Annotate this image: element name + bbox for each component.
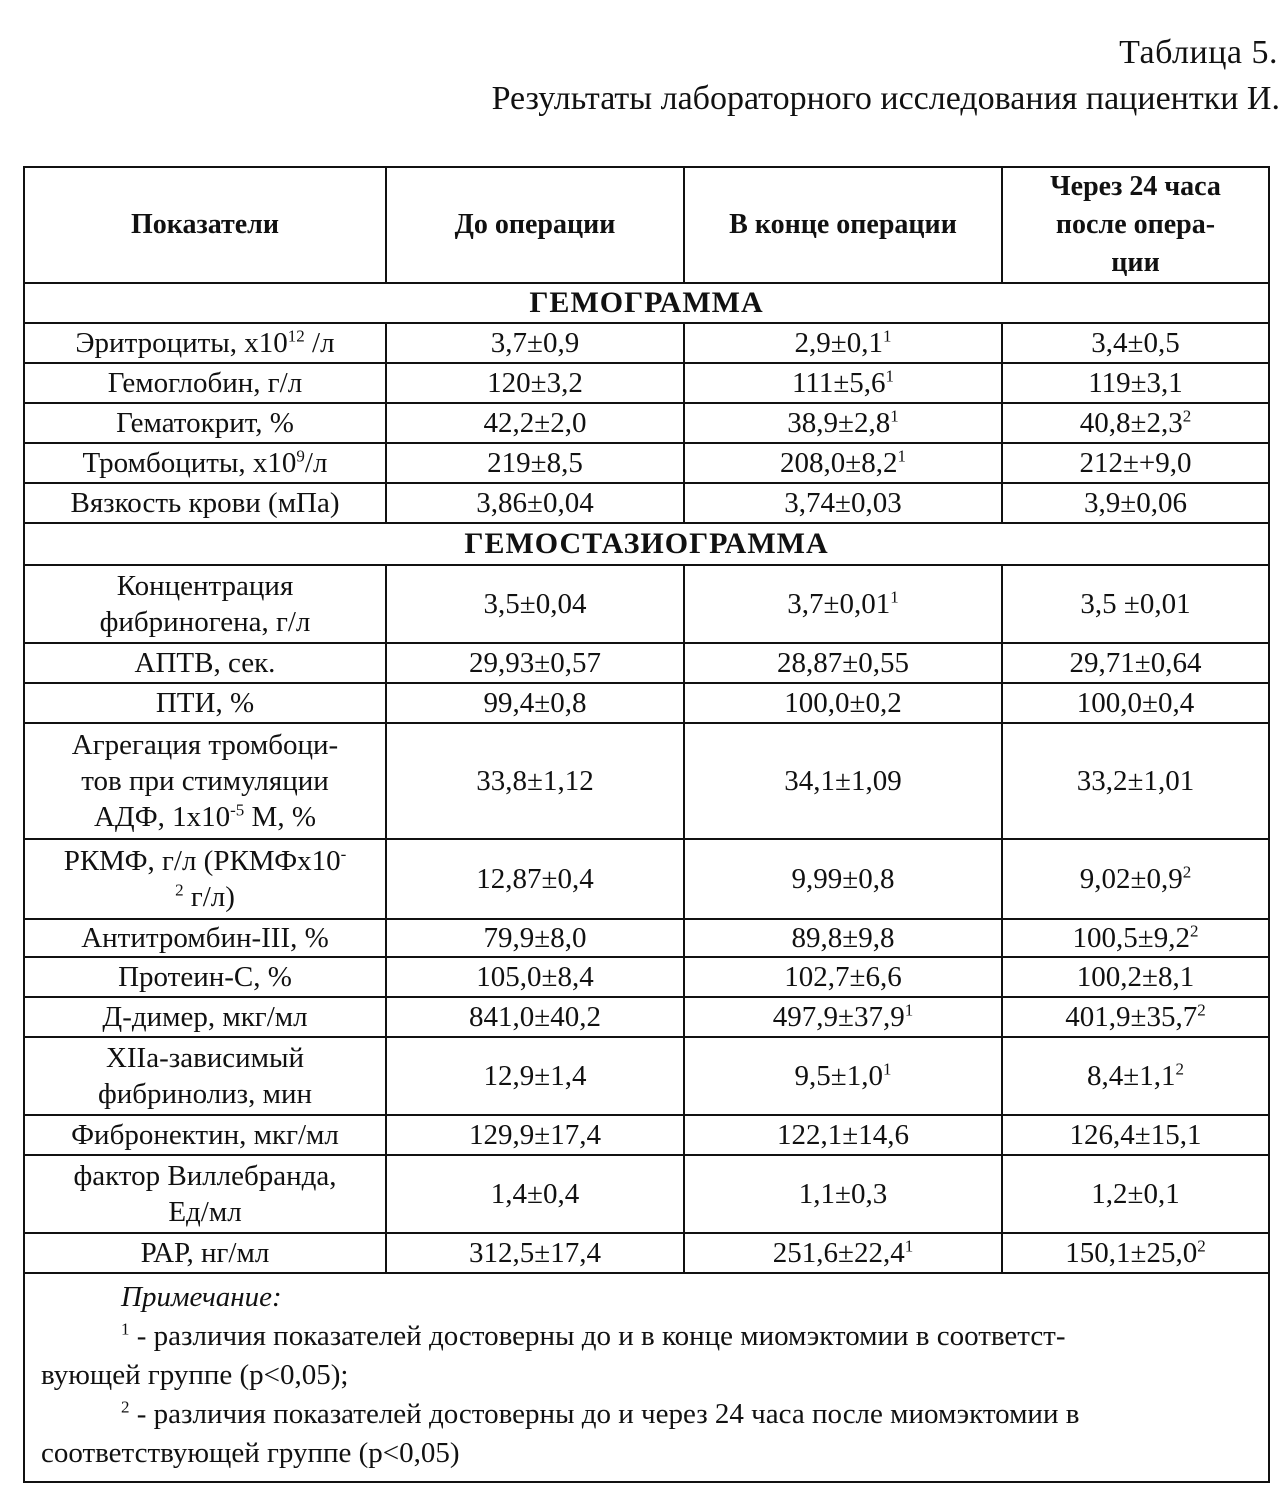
value-end: $2,9\pm 0,1^1$ (684, 323, 1002, 363)
value-before: 42,2±2,0 (386, 403, 684, 443)
note-title: Примечание: (121, 1281, 282, 1313)
value-24h: $40,8\pm 2,3^2$ (1002, 403, 1269, 443)
table-row (24, 1037, 1269, 1115)
section-hemostasiogram: ГЕМОСТАЗИОГРАММА (24, 523, 1269, 565)
row-label: Протеин-С, % (24, 957, 386, 997)
note-1-continued: вующей группе (р<0,05); (41, 1359, 349, 1391)
table-row (24, 1155, 1269, 1233)
row-label: Вязкость крови (мПа) (24, 483, 386, 523)
value-24h: 126,4±15,1 (1002, 1115, 1269, 1155)
table-row (24, 483, 1269, 523)
row-label: Гемоглобин, г/л (24, 363, 386, 403)
value-before: 129,9±17,4 (386, 1115, 684, 1155)
value-24h: 33,2±1,01 (1002, 723, 1269, 839)
table-row (24, 1233, 1269, 1273)
value-24h: $401,9\pm 35,7^2$ (1002, 997, 1269, 1037)
header-end-of-surgery: В конце операции (684, 167, 1002, 283)
note-2: $^2$ - различия показателей достоверны до и через 24 часа после миомэктомии в (121, 1397, 1080, 1430)
table-row (24, 723, 1269, 839)
value-before: 33,8±1,12 (386, 723, 684, 839)
value-before: 99,4±0,8 (386, 683, 684, 723)
value-24h: $9,02\pm 0,9^2$ (1002, 839, 1269, 919)
value-before: 1,4±0,4 (386, 1155, 684, 1233)
table-row (24, 565, 1269, 643)
value-end: 89,8±9,8 (684, 919, 1002, 957)
table-row (24, 957, 1269, 997)
header-24h-after (1002, 167, 1269, 283)
value-end: $38,9\pm 2,8^1$ (684, 403, 1002, 443)
row-label: ПТИ, % (24, 683, 386, 723)
row-label: РАР, нг/мл (24, 1233, 386, 1273)
value-before: 3,5±0,04 (386, 565, 684, 643)
header-row (24, 167, 1269, 283)
table-row (24, 683, 1269, 723)
value-24h: 100,2±8,1 (1002, 957, 1269, 997)
lab-results-table (23, 166, 1270, 1483)
header-24h-line2: после опера- (1055, 209, 1216, 240)
table-row (24, 1115, 1269, 1155)
row-label: РКМФ, г/л (РКМФх10- $^2$ г/л) (24, 839, 386, 919)
row-label: Концентрация фибриногена, г/л (24, 565, 386, 643)
table-row (24, 643, 1269, 683)
table-title: Результаты лабораторного исследования пациентки И. (491, 80, 1280, 117)
value-end: $111\pm 5,6^1$ (684, 363, 1002, 403)
value-24h: 119±3,1 (1002, 363, 1269, 403)
value-end: 1,1±0,3 (684, 1155, 1002, 1233)
note-1: $^1$ - различия показателей достоверны до и в конце миомэктомии в соответст- (121, 1319, 1066, 1352)
row-label: фактор Виллебранда, Ед/мл (24, 1155, 386, 1233)
value-24h: 212±+9,0 (1002, 443, 1269, 483)
section-hemogram: ГЕМОГРАММА (24, 283, 1269, 323)
value-before: 29,93±0,57 (386, 643, 684, 683)
row-label: Агрегация тромбоци- тов при стимуляции АДФ, $1х10^{-5}$ М, % (24, 723, 386, 839)
row-label: Тромбоциты, $х10^9/л$ (24, 443, 386, 483)
row-label: АПТВ, сек. (24, 643, 386, 683)
value-24h: 3,9±0,06 (1002, 483, 1269, 523)
value-end: 3,74±0,03 (684, 483, 1002, 523)
value-end: $497,9\pm 37,9^1$ (684, 997, 1002, 1037)
row-label: Фибронектин, мкг/мл (24, 1115, 386, 1155)
value-24h: 3,4±0,5 (1002, 323, 1269, 363)
value-before: 120±3,2 (386, 363, 684, 403)
section-row (24, 283, 1269, 323)
table-row (24, 839, 1269, 919)
value-24h: $8,4\pm 1,1^2$ (1002, 1037, 1269, 1115)
value-end: $9,5\pm 1,0^1$ (684, 1037, 1002, 1115)
value-24h: $150,1\pm 25,0^2$ (1002, 1233, 1269, 1273)
value-end: $208,0\pm 8,2^1$ (684, 443, 1002, 483)
value-24h: 1,2±0,1 (1002, 1155, 1269, 1233)
value-end: 100,0±0,2 (684, 683, 1002, 723)
value-before: 3,86±0,04 (386, 483, 684, 523)
value-24h: 100,0±0,4 (1002, 683, 1269, 723)
value-before: 12,87±0,4 (386, 839, 684, 919)
value-before: 105,0±8,4 (386, 957, 684, 997)
value-before: 3,7±0,9 (386, 323, 684, 363)
value-end: 102,7±6,6 (684, 957, 1002, 997)
table-row (24, 403, 1269, 443)
value-24h: $100,5\pm 9,2^2$ (1002, 919, 1269, 957)
row-label: Эритроциты, $х10^{12}$ /л (24, 323, 386, 363)
header-indicators: Показатели (24, 167, 386, 283)
header-24h-line3: ции (1111, 247, 1160, 278)
value-before: 312,5±17,4 (386, 1233, 684, 1273)
note-2-continued: соответствующей группе (р<0,05) (41, 1437, 460, 1469)
header-24h-line1: Через 24 часа (1050, 171, 1221, 202)
value-24h: 29,71±0,64 (1002, 643, 1269, 683)
value-end: $251,6\pm 22,4^1$ (684, 1233, 1002, 1273)
table-row (24, 363, 1269, 403)
table-number: Таблица 5. (1119, 34, 1278, 71)
note-row (24, 1273, 1269, 1482)
value-end: 28,87±0,55 (684, 643, 1002, 683)
note-cell (24, 1273, 1269, 1482)
row-label: Антитромбин-III, % (24, 919, 386, 957)
value-before: 841,0±40,2 (386, 997, 684, 1037)
section-row (24, 523, 1269, 565)
table-row (24, 323, 1269, 363)
table-row (24, 919, 1269, 957)
row-label: Гематокрит, % (24, 403, 386, 443)
value-before: 12,9±1,4 (386, 1037, 684, 1115)
header-before-surgery: До операции (386, 167, 684, 283)
value-end: 122,1±14,6 (684, 1115, 1002, 1155)
table-row (24, 443, 1269, 483)
value-end: 9,99±0,8 (684, 839, 1002, 919)
value-24h: 3,5 ±0,01 (1002, 565, 1269, 643)
value-before: 219±8,5 (386, 443, 684, 483)
row-label: XIIа-зависимый фибринолиз, мин (24, 1037, 386, 1115)
value-end: $3,7\pm 0,01^1$ (684, 565, 1002, 643)
value-before: 79,9±8,0 (386, 919, 684, 957)
row-label: Д-димер, мкг/мл (24, 997, 386, 1037)
table-row (24, 997, 1269, 1037)
value-end: 34,1±1,09 (684, 723, 1002, 839)
